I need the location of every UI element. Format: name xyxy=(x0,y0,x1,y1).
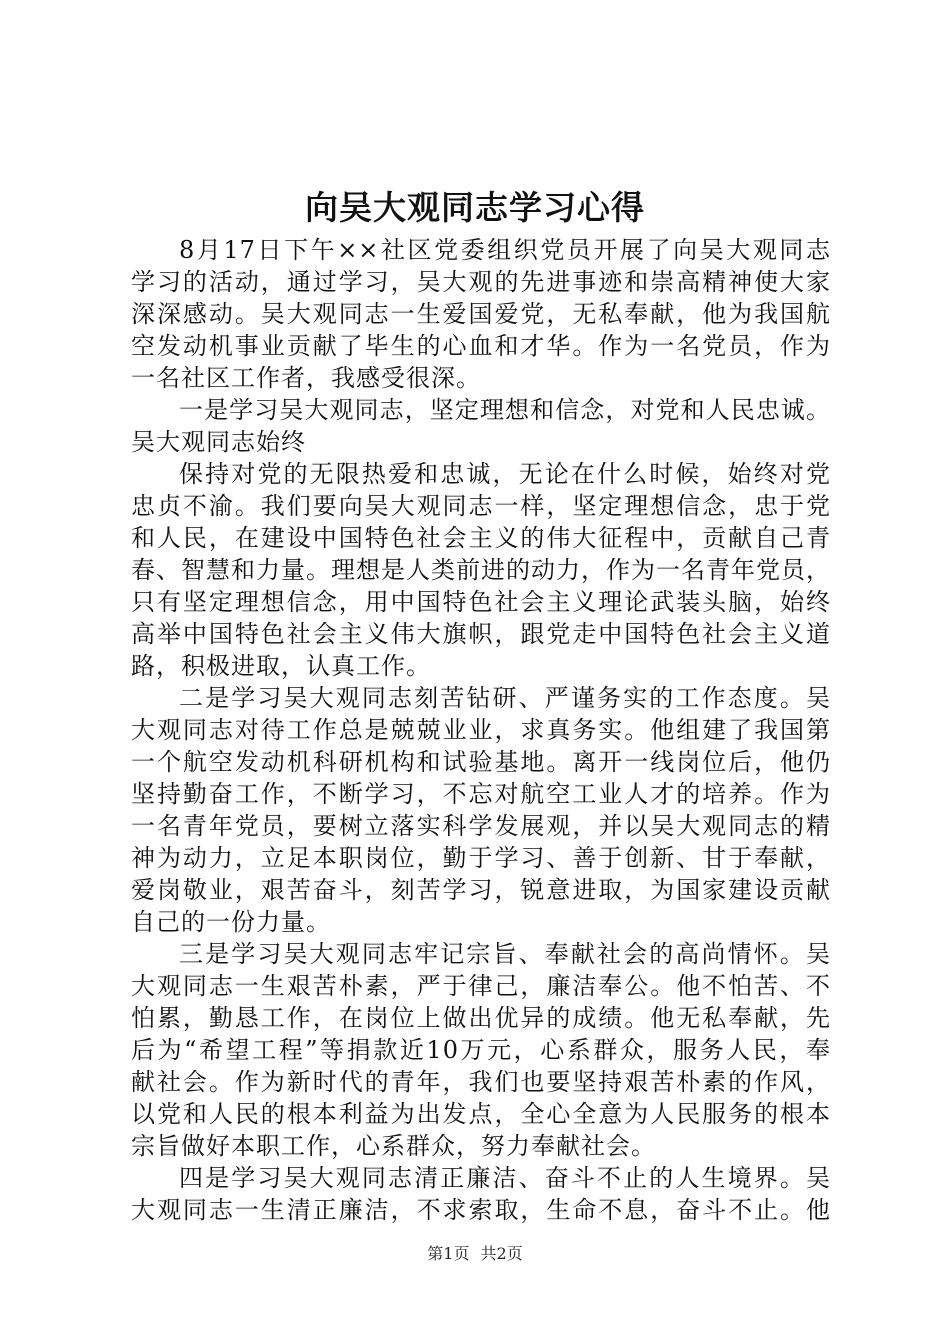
page-footer xyxy=(0,1244,950,1264)
text-line: 自己的一份力量。 xyxy=(131,908,331,936)
text-line: 三是学习吴大观同志牢记宗旨、奉献社会的高尚情怀。吴 xyxy=(179,940,831,968)
page-number: 第1页 xyxy=(427,1244,470,1263)
text-line: 路，积极进取，认真工作。 xyxy=(131,652,431,680)
text-line: 大观同志对待工作总是兢兢业业，求真务实。他组建了我国第 xyxy=(131,716,831,744)
text-line: 8月17日下午××社区党委组织党员开展了向吴大观同志 xyxy=(179,236,831,264)
text-line: 爱岗敬业，艰苦奋斗，刻苦学习，锐意进取，为国家建设贡献 xyxy=(131,876,831,904)
text-line: 和人民，在建设中国特色社会主义的伟大征程中，贡献自己青 xyxy=(131,524,831,552)
text-line: 以党和人民的根本利益为出发点，全心全意为人民服务的根本 xyxy=(131,1100,831,1128)
text-line: 忠贞不渝。我们要向吴大观同志一样，坚定理想信念，忠于党 xyxy=(131,492,831,520)
text-line: 春、智慧和力量。理想是人类前进的动力，作为一名青年党员， xyxy=(131,556,831,584)
text-line: 一名青年党员，要树立落实科学发展观，并以吴大观同志的精 xyxy=(131,812,831,840)
page-total: 共2页 xyxy=(480,1244,523,1263)
text-line: 吴大观同志始终 xyxy=(131,428,306,456)
text-line: 一名社区工作者，我感受很深。 xyxy=(131,364,481,392)
text-line: 二是学习吴大观同志刻苦钻研、严谨务实的工作态度。吴 xyxy=(179,684,831,712)
document-body xyxy=(131,234,831,1226)
text-line: 学习的活动，通过学习，吴大观的先进事迹和崇高精神使大家 xyxy=(131,268,831,296)
text-line: 保持对党的无限热爱和忠诚，无论在什么时候，始终对党 xyxy=(179,460,831,488)
text-line: 神为动力，立足本职岗位，勤于学习、善于创新、甘于奉献， xyxy=(131,844,831,872)
text-line: 后为“希望工程”等捐款近10万元，心系群众，服务人民，奉 xyxy=(131,1036,831,1064)
text-line: 大观同志一生艰苦朴素，严于律己，廉洁奉公。他不怕苦、不 xyxy=(131,972,831,1000)
text-line: 空发动机事业贡献了毕生的心血和才华。作为一名党员，作为 xyxy=(131,332,831,360)
text-line: 献社会。作为新时代的青年，我们也要坚持艰苦朴素的作风， xyxy=(131,1068,831,1096)
text-line: 一个航空发动机科研机构和试验基地。离开一线岗位后，他仍 xyxy=(131,748,831,776)
text-line: 一是学习吴大观同志，坚定理想和信念，对党和人民忠诚。 xyxy=(179,396,831,424)
text-line: 只有坚定理想信念，用中国特色社会主义理论武装头脑，始终 xyxy=(131,588,831,616)
text-line: 怕累，勤恳工作，在岗位上做出优异的成绩。他无私奉献，先 xyxy=(131,1004,831,1032)
document-title: 向吴大观同志学习心得 xyxy=(305,188,645,227)
text-line: 大观同志一生清正廉洁，不求索取，生命不息，奋斗不止。他 xyxy=(131,1196,831,1224)
text-line: 高举中国特色社会主义伟大旗帜，跟党走中国特色社会主义道 xyxy=(131,620,831,648)
text-line: 深深感动。吴大观同志一生爱国爱党，无私奉献，他为我国航 xyxy=(131,300,831,328)
text-line: 坚持勤奋工作，不断学习，不忘对航空工业人才的培养。作为 xyxy=(131,780,831,808)
text-line: 宗旨做好本职工作，心系群众，努力奉献社会。 xyxy=(131,1132,656,1160)
text-line: 四是学习吴大观同志清正廉洁、奋斗不止的人生境界。吴 xyxy=(179,1164,831,1192)
